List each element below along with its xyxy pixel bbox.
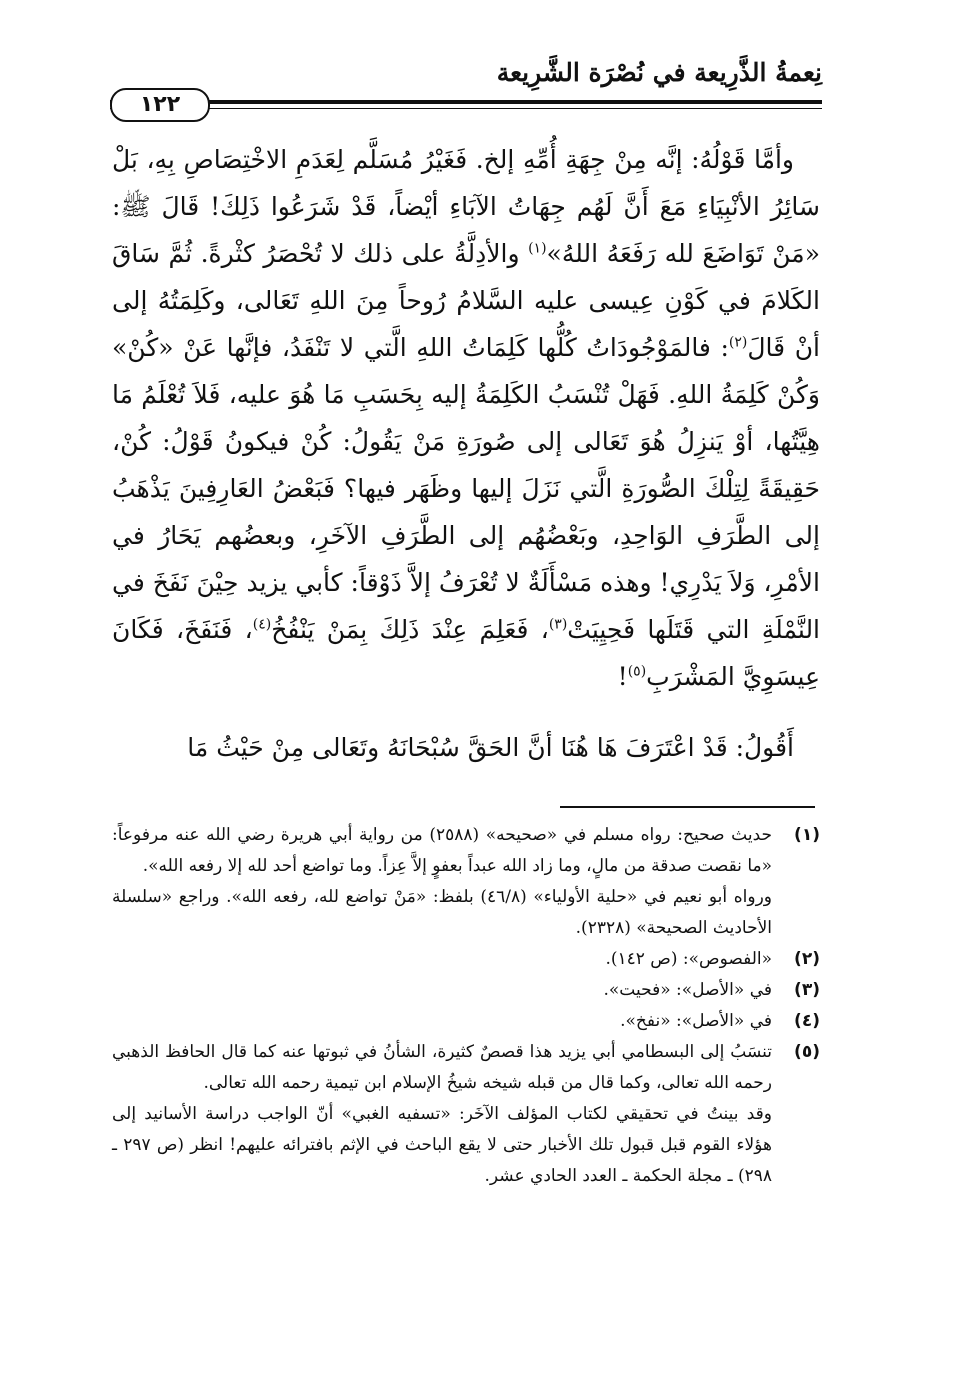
text-segment: وأمَّا قَوْلُهُ: إنَّه مِنْ جِهَةِ أُمِّهِ إلخ. فَغَيْرُ مُسَلَّم لِعَدَمِ الاخْتِصَاصِ بِهِ، بَلْ سَائِرُ الأنْبِيَاءِ مَعَ أَنَّ لَهُم جِهَاتُ الآبَاءِ أيْضاً، قَدْ شَرَعُوا ذَلِكَ! قَالَ ﷺ: «مَنْ تَوَاضَعَ لله رَفَعَهُ اللهُ»: [112, 145, 820, 268]
footnote-number: (١): [794, 825, 820, 845]
footnote-text: في «الأصل»: «نفخ».: [620, 1011, 772, 1031]
text-segment: ، فَعَلِمَ عِنْدَ ذَلِكَ بِمَنْ يَنْفُخُ: [271, 615, 549, 644]
header-rule-thick: [110, 100, 822, 104]
footnote-ref-3: (٣): [548, 616, 568, 633]
footnote-text: تنسَبُ إلى البسطامي أبي يزيد هذا قصصٌ كثيرة، الشأنُ في ثبوتها عنه كما قال الحافظ الذهبي رحمه الله تعالى، وكما قال من قبله شيخه شيخُ الإسلام ابن تيمية رحمه الله تعالى.: [112, 1042, 772, 1093]
footnote-1-continued: ورواه أبو نعيم في «حلية الأولياء» (٤٦/٨) بلفظ: «مَنْ تواضع لله، رفعه الله». وراجع «سلسلة الأحاديث الصحيحة» (٢٣٢٨).: [112, 887, 772, 938]
header-rule-thin: [110, 108, 822, 109]
footnote-number: (٣): [794, 980, 820, 1000]
text-segment: !: [617, 662, 628, 691]
paragraph-2: أَقُولُ: قَدْ اعْتَرَفَ هَا هُنَا أنَّ الحَقَّ سُبْحَانَهُ وتَعَالى مِنْ حَيْثُ مَا: [187, 733, 794, 762]
text-segment: والأدِلَّةُ على ذلك لا تُحْصَرُ كثْرةً. ثُمَّ سَاقَ الكَلامَ في كَوْنِ عِيسى عليه السَّلامُ رُوحاً مِنَ اللهِ تَعَالى، وكَلِمَتُهُ إلى أنْ قَالَ: [112, 239, 821, 362]
page-number: ١٢٢: [110, 88, 210, 122]
footnote-4: [112, 1006, 820, 1037]
footnote-5: [112, 1037, 820, 1099]
footnote-number: (٢): [794, 949, 820, 969]
footnote-ref-2: (٢): [728, 334, 748, 351]
footnote-text: في «الأصل»: «فحيت».: [603, 980, 772, 1000]
footnote-number: (٥): [794, 1042, 820, 1062]
paragraph-1: [112, 136, 820, 700]
footnote-text: حديث صحيح: رواه مسلم في «صحيحه» (٢٥٨٨) من رواية أبي هريرة رضي الله عنه مرفوعاً: «ما نقصت صدقة من مالٍ، وما زاد الله عبداً بعفوٍ إلاَّ عِزاً. وما تواضع أحد لله إلا رفعه الله».: [112, 825, 772, 876]
footnote-text: «الفصوص»: (ص ١٤٢).: [605, 949, 772, 969]
footnote-ref-1: (١): [528, 240, 547, 257]
footnote-ref-5: (٥): [627, 663, 647, 680]
footnote-ref-4: (٤): [252, 616, 272, 633]
book-title: نِعمةُ الذَّرِيعة في نُصْرَة الشَّرِيعة: [496, 58, 822, 87]
footnote-number: (٤): [794, 1011, 820, 1031]
footnote-2: [112, 944, 820, 975]
main-text: [112, 136, 820, 771]
page-header: [110, 48, 822, 120]
text-segment: ، فَنَفَخَ، فَكَانَ عِيسَوِيَّ المَشْرَبِ: [112, 615, 820, 691]
footnote-1: [112, 820, 820, 882]
footnote-5-continued: وقد بينتُ في تحقيقي لكتاب المؤلف الآخَر: «تسفيه الغبي» أنّ الواجب دراسة الأسانيد إلى هؤلاء القوم قبل قبول تلك الأخبار حتى لا يقع الباحث في الإثم بافترائه عليهم! انظر (ص ٢٩٧ ـ ٢٩٨) ـ مجلة الحكمة ـ العدد الحادي عشر.: [112, 1104, 772, 1186]
text-segment: : فالمَوْجُودَاتُ كُلُّها كَلِمَاتُ اللهِ الَّتي لا تَنْفَدُ، فإنَّها عَنْ «كُنْ» وَكُنْ كَلِمَةُ اللهِ. فَهَلْ تُنْسَبُ الكَلِمَةُ إليه بِحَسَبِ مَا هُوَ عليه، فَلاَ تُعْلَمُ مَا هِيَّتُها، أوْ يَنزِلُ هُوَ تَعَالى إلى صُورَةِ مَنْ يَقُولُ: كُنْ فيكونُ قَوْلُ: كُنْ، حَقِيقَةً لِتِلْكَ الصُّورَةِ الَّتي نَزَلَ إليها وظَهَر فيها؟ فَبَعْضُ العَارِفِينَ يَذْهَبُ إلى الطَّرَفِ الوَاحِدِ، وبَعْضُهُم إلى الطَّرَفِ الآخَرِ، وبعضُهم يَحَارُ في الأمْرِ، وَلاَ يَدْرِي! وهذه مَسْأَلَةٌ لا تُعْرَفُ إلاَّ ذَوْقاً: كأبي يزيد حِيْنَ نَفَخَ في النَّمْلَةِ التي قَتَلَها فَحِيِيَتْ: [112, 333, 821, 644]
footnote-separator: [560, 806, 815, 808]
footnote-3: [112, 975, 820, 1006]
footnotes: [112, 820, 820, 1192]
